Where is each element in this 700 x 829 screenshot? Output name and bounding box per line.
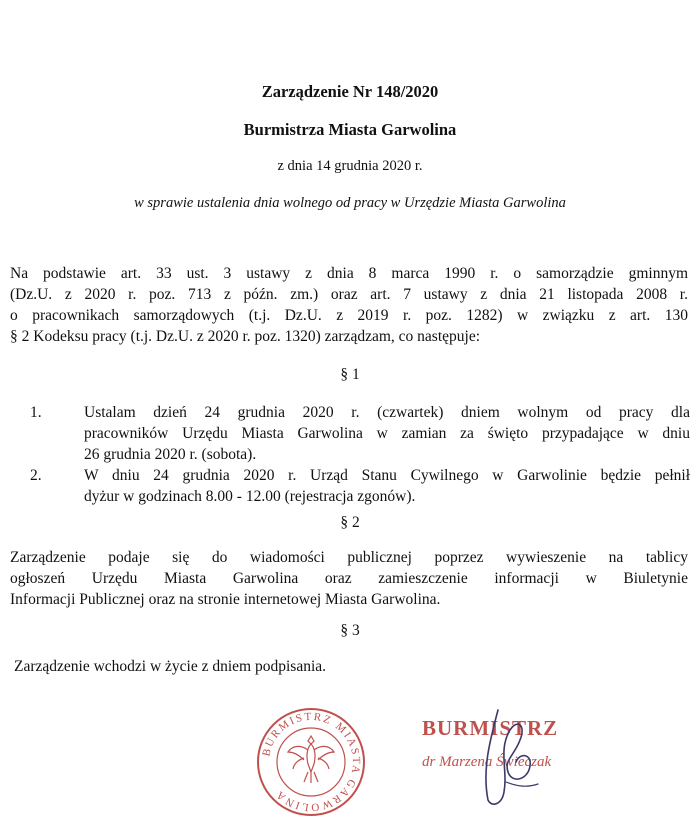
official-seal	[255, 706, 367, 818]
list-item-line: dyżur w godzinach 8.00 - 12.00 (rejestracja zgonów).	[84, 488, 416, 505]
preamble-line: (Dz.U. z 2020 r. poz. 713 z późn. zm.) oraz art. 7 ustawy z dnia 21 listopada 2008 r.	[10, 286, 688, 303]
svg-text:BURMISTRZ MIASTA GARWOLINA	[260, 711, 362, 813]
section-heading-3: § 3	[340, 622, 360, 639]
preamble-line: § 2 Kodeksu pracy (t.j. Dz.U. z 2020 r. poz. 1320) zarządzam, co następuje:	[10, 328, 481, 345]
document-issuer: Burmistrza Miasta Garwolina	[243, 120, 457, 139]
document-subject: w sprawie ustalenia dnia wolnego od pracy w Urzędzie Miasta Garwolina	[134, 195, 566, 211]
list-item-line: 26 grudnia 2020 r. (sobota).	[84, 446, 257, 463]
section-2-line: Informacji Publicznej oraz na stronie internetowej Miasta Garwolina.	[10, 591, 441, 608]
stamp-title: BURMISTRZ	[422, 716, 559, 740]
section-1-list	[30, 402, 690, 507]
section-2-line: ogłoszeń Urzędu Miasta Garwolina oraz zamieszczenie informacji w Biuletynie	[10, 570, 688, 587]
list-item-line: Ustalam dzień 24 grudnia 2020 r. (czwartek) dniem wolnym od pracy dla	[84, 404, 690, 421]
list-item	[30, 402, 690, 465]
list-item-number: 2.	[30, 467, 42, 484]
section-heading-1: § 1	[340, 366, 360, 383]
preamble-line: Na podstawie art. 33 ust. 3 ustawy z dnia 8 marca 1990 r. o samorządzie gminnym	[10, 265, 688, 282]
preamble-paragraph	[10, 263, 688, 347]
list-item-line: pracowników Urzędu Miasta Garwolina w zamian za święto przypadające w dniu	[84, 425, 690, 442]
list-item-line: W dniu 24 grudnia 2020 r. Urząd Stanu Cywilnego w Garwolinie będzie pełnił	[84, 467, 690, 484]
list-item	[30, 465, 690, 507]
preamble-line: o pracownikach samorządowych (t.j. Dz.U. z 2019 r. poz. 1282) w związku z art. 130	[10, 307, 688, 324]
eagle-emblem-icon	[288, 736, 334, 783]
seal-text: BURMISTRZ MIASTA GARWOLINA	[260, 710, 363, 814]
list-item-number: 1.	[30, 404, 42, 421]
section-2-line: Zarządzenie podaje się do wiadomości publicznej poprzez wywieszenie na tablicy	[10, 549, 688, 566]
section-heading-2: § 2	[340, 514, 360, 531]
stamp-name: dr Marzena Świeczak	[422, 754, 552, 770]
document-title: Zarządzenie Nr 148/2020	[261, 82, 439, 101]
handwritten-signature	[468, 700, 548, 810]
document-date: z dnia 14 grudnia 2020 r.	[277, 158, 423, 174]
section-2-paragraph	[10, 547, 688, 610]
section-3-text: Zarządzenie wchodzi w życie z dniem podpisania.	[14, 658, 327, 675]
